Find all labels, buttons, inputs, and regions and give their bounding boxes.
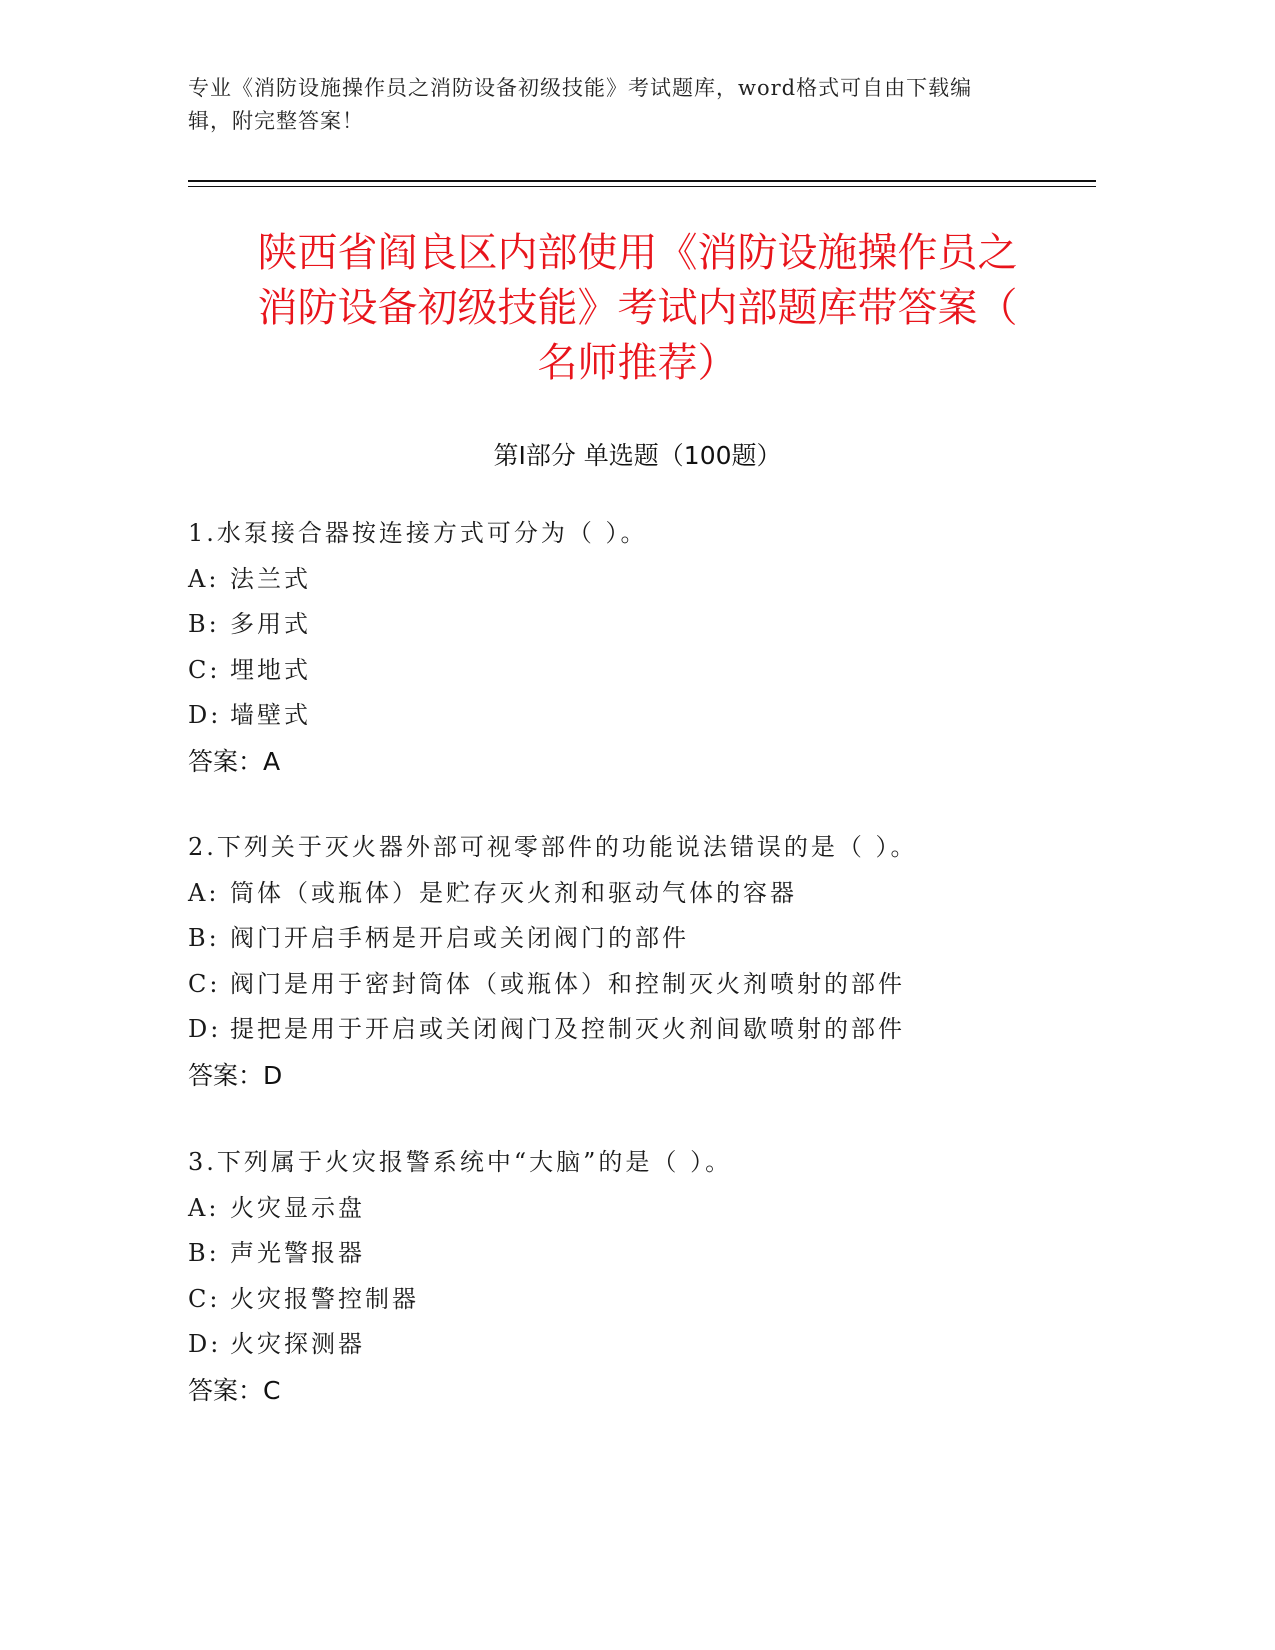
header-divider-thick [188, 180, 1096, 182]
option-text: 阀门是用于密封筒体（或瓶体）和控制灭火剂喷射的部件 [230, 969, 905, 998]
option-d [188, 1007, 1088, 1053]
document-title [180, 226, 1095, 391]
answer [188, 1368, 1088, 1414]
document-title-line-3: 名师推荐） [537, 340, 738, 386]
option-b [188, 916, 1088, 962]
document-title-line-1: 陕西省阎良区内部使用《消防设施操作员之 [257, 230, 1018, 276]
question-stem: 1.水泵接合器按连接方式可分为（ ）。 [188, 519, 648, 547]
section-title: 第Ⅰ部分 单选题（100题） [493, 441, 782, 470]
option-text: 声光警报器 [230, 1239, 365, 1267]
option-text: 火灾报警控制器 [230, 1284, 419, 1313]
option-c [188, 962, 1088, 1008]
option-text: 筒体（或瓶体）是贮存灭火剂和驱动气体的容器 [230, 878, 797, 907]
option-key: A: [188, 1193, 220, 1222]
answer-value: C [263, 1375, 281, 1405]
answer-value: D [263, 1060, 283, 1090]
answer-value: A [263, 746, 281, 776]
option-d [188, 693, 1088, 739]
option-text: 提把是用于开启或关闭阀门及控制灭火剂间歇喷射的部件 [230, 1015, 905, 1043]
option-b [188, 602, 1088, 648]
option-key: B: [188, 924, 220, 952]
option-text: 火灾探测器 [230, 1330, 365, 1358]
header-divider-thin [188, 186, 1096, 187]
question-2 [188, 825, 1088, 1099]
option-text: 多用式 [230, 610, 311, 638]
header-note [188, 72, 1088, 138]
option-text: 法兰式 [230, 564, 311, 593]
option-key: C: [188, 655, 221, 684]
option-b [188, 1231, 1088, 1277]
document-title-line-2: 消防设备初级技能》考试内部题库带答案（ [257, 285, 1018, 331]
option-key: B: [188, 610, 220, 638]
option-key: B: [188, 1239, 220, 1267]
option-text: 埋地式 [230, 655, 311, 684]
question-3 [188, 1140, 1088, 1414]
question-stem: 2.下列关于灭火器外部可视零部件的功能说法错误的是（ ）。 [188, 833, 918, 861]
question-1 [188, 511, 1088, 785]
option-key: D: [188, 701, 222, 729]
option-key: D: [188, 1015, 222, 1043]
option-a [188, 557, 1088, 603]
answer [188, 1053, 1088, 1099]
option-key: C: [188, 1284, 221, 1313]
answer-label: 答案： [188, 1375, 264, 1405]
option-key: A: [188, 878, 220, 907]
option-text: 阀门开启手柄是开启或关闭阀门的部件 [230, 924, 689, 952]
option-key: C: [188, 969, 221, 998]
header-note-line-1: 专业《消防设施操作员之消防设备初级技能》考试题库，word格式可自由下载编 [188, 76, 973, 100]
option-a [188, 871, 1088, 917]
answer [188, 739, 1088, 785]
option-c [188, 648, 1088, 694]
option-text: 墙壁式 [230, 701, 311, 729]
option-key: A: [188, 564, 220, 593]
option-a [188, 1186, 1088, 1232]
option-key: D: [188, 1330, 222, 1358]
answer-label: 答案： [188, 1060, 264, 1090]
option-c [188, 1277, 1088, 1323]
option-text: 火灾显示盘 [230, 1193, 365, 1222]
option-d [188, 1322, 1088, 1368]
answer-label: 答案： [188, 746, 264, 776]
header-note-line-2: 辑，附完整答案！ [188, 109, 364, 133]
question-stem: 3.下列属于火灾报警系统中“大脑”的是（ ）。 [188, 1148, 733, 1176]
